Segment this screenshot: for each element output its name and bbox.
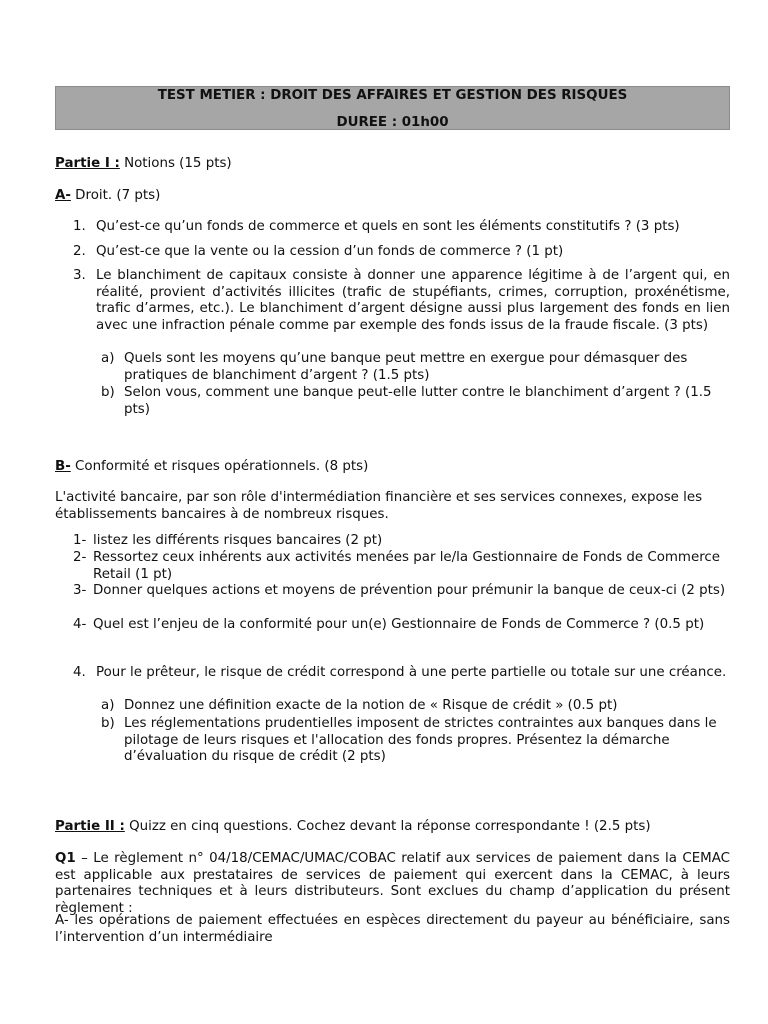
question-text: Qu’est-ce qu’un fonds de commerce et quels en sont les éléments constitutifs ? (3 pts) (96, 219, 680, 234)
quiz-question-text: – Le règlement n° 04/18/CEMAC/UMAC/COBAC relatif aux services de paiement dans la CEMAC est applicable aux prestataires de services de paiement qui exercent dans la CEMAC, à leurs partenaires techniques et à leurs distributeurs. Sont exclues du champ d’application du présent règlement : (55, 851, 730, 916)
subquestion-letter: a) (101, 351, 115, 366)
question-text: Qu’est-ce que la vente ou la cession d’un fonds de commerce ? (1 pt) (96, 244, 564, 259)
subquestion-credit-b (101, 716, 730, 766)
part1-label: Partie I : (55, 156, 120, 171)
question-number: 3. (73, 268, 86, 283)
question-number: 3- (73, 583, 87, 598)
part2-heading (55, 819, 730, 836)
sectionB-text: Conformité et risques opérationnels. (8 pts) (70, 459, 369, 474)
subquestion-letter: b) (101, 385, 115, 400)
question-B1 (73, 533, 730, 550)
question-A3 (73, 268, 730, 334)
question-text: Quel est l’enjeu de la conformité pour un(e) Gestionnaire de Fonds de Commerce ? (0.5 pt) (93, 617, 705, 632)
sectionB-intro: L'activité bancaire, par son rôle d'intermédiation financière et ses services connexes, expose les établissements bancaires à de nombreux risques. (55, 490, 703, 522)
question-number: 4. (73, 665, 86, 680)
question-B4 (73, 617, 730, 634)
quiz-question-1 (55, 851, 730, 917)
document-duration: DUREE : 01h00 (336, 115, 449, 130)
quiz-option-a[interactable]: A- les opérations de paiement effectuées en espèces directement du payeur au bénéficiaire, sans l’intervention d’un intermédiaire (55, 913, 730, 945)
part2-label: Partie II : (55, 819, 125, 834)
sectionA-heading (55, 188, 730, 205)
question-text: Le blanchiment de capitaux consiste à donner une apparence légitime à de l’argent qui, en réalité, provient d’activités illicites (trafic de stupéfiants, crimes, corruption, proxénétisme, trafic d’armes, etc.). Le blanchiment d’argent désigne aussi plus largement des fonds en lien avec une infraction pénale comme par exemple des fonds issus de la fraude fiscale. (3 pts) (96, 268, 730, 333)
subquestion-letter: b) (101, 716, 115, 731)
subquestion-credit-a (101, 698, 730, 715)
part1-text: Notions (15 pts) (119, 156, 232, 171)
document-title: TEST METIER : DROIT DES AFFAIRES ET GESTION DES RISQUES (157, 88, 628, 103)
part1-heading (55, 156, 730, 173)
title-box (55, 86, 730, 130)
subquestion-text: Les réglementations prudentielles imposent de strictes contraintes aux banques dans le pilotage de leurs risques et l'allocation des fonds propres. Présentez la démarche d’évaluation du risque de crédit (2 pts) (124, 716, 717, 764)
question-text: Ressortez ceux inhérents aux activités menées par le/la Gestionnaire de Fonds de Commerce Retail (1 pt) (93, 550, 721, 582)
question-text: Donner quelques actions et moyens de prévention pour prémunir la banque de ceux-ci (2 pts) (93, 583, 726, 598)
question-A1 (73, 219, 730, 236)
question-text: Pour le prêteur, le risque de crédit correspond à une perte partielle ou totale sur une créance. (96, 665, 727, 680)
question-text: listez les différents risques bancaires (2 pt) (93, 533, 383, 548)
subquestion-letter: a) (101, 698, 115, 713)
question-B2 (73, 550, 730, 583)
sectionB-heading (55, 459, 730, 476)
question-number: 2. (73, 244, 86, 259)
subquestion-A3a (101, 351, 730, 384)
subquestion-A3b (101, 385, 730, 418)
subquestion-text: Quels sont les moyens qu’une banque peut mettre en exergue pour démasquer des pratiques de blanchiment d’argent ? (1.5 pts) (124, 351, 688, 383)
question-B3 (73, 583, 730, 600)
sectionA-label: A- (55, 188, 71, 203)
question-A2 (73, 244, 730, 261)
sectionB-label: B- (55, 459, 71, 474)
subquestion-text: Selon vous, comment une banque peut-elle lutter contre le blanchiment d’argent ? (1.5 pts) (124, 385, 712, 417)
question-number: 2- (73, 550, 87, 565)
question-number: 1- (73, 533, 87, 548)
question-B-credit (73, 665, 730, 682)
subquestion-text: Donnez une définition exacte de la notion de « Risque de crédit » (0.5 pt) (124, 698, 618, 713)
question-number: 4- (73, 617, 87, 632)
quiz-question-label: Q1 (55, 851, 76, 866)
sectionA-text: Droit. (7 pts) (70, 188, 161, 203)
question-number: 1. (73, 219, 86, 234)
part2-text: Quizz en cinq questions. Cochez devant la réponse correspondante ! (2.5 pts) (124, 819, 651, 834)
